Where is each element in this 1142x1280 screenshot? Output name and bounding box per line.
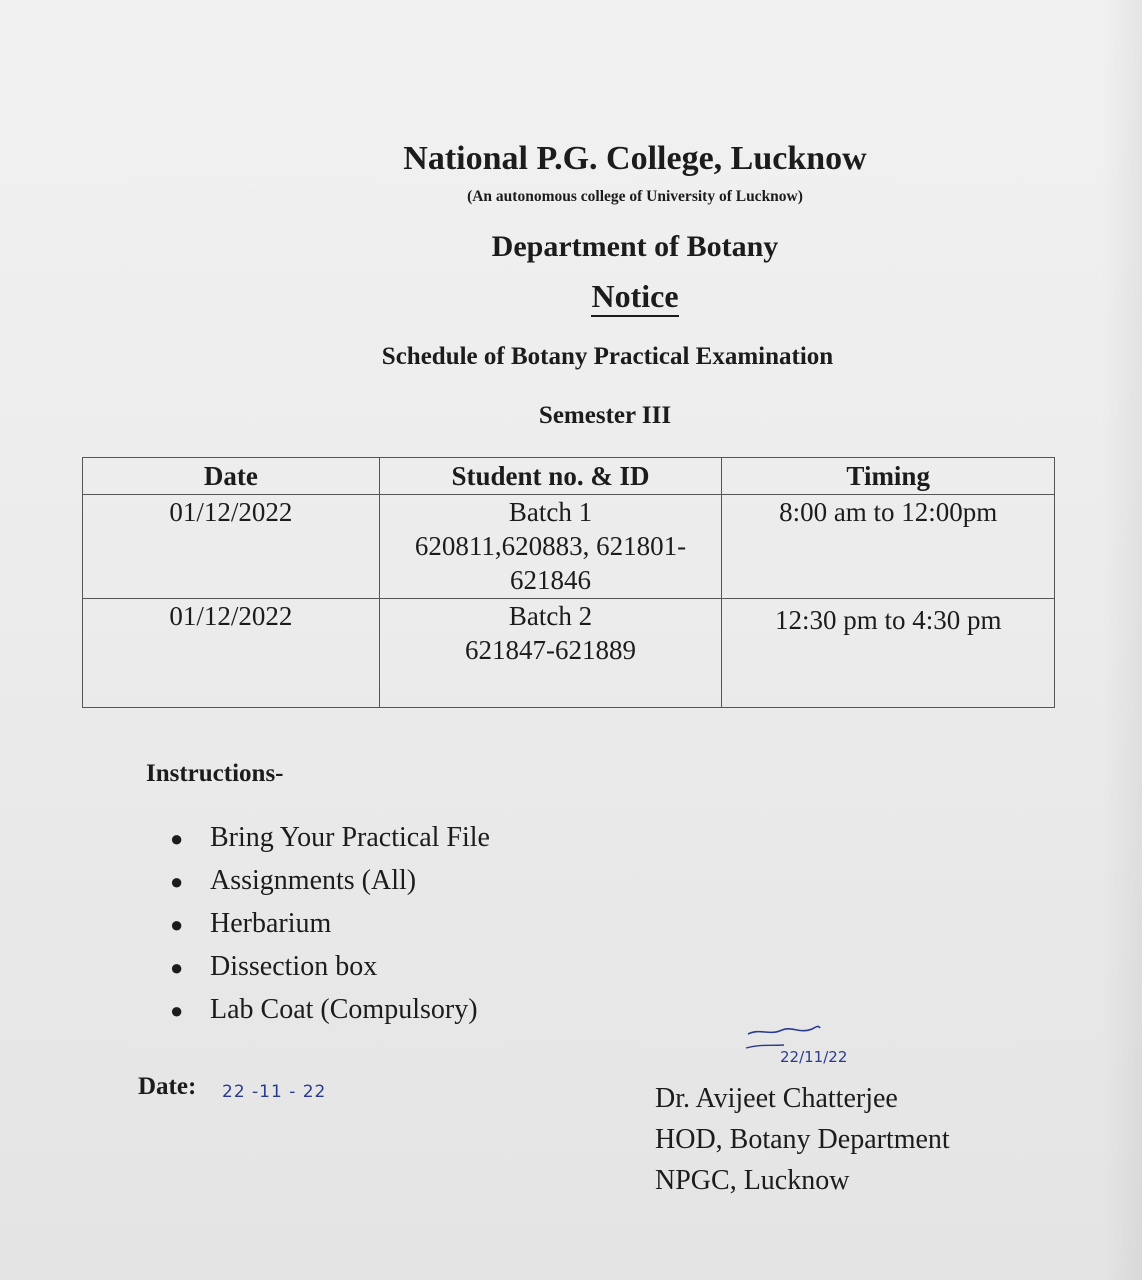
signatory-name: Dr. Avijeet Chatterjee bbox=[655, 1083, 898, 1114]
instructions-list bbox=[170, 818, 490, 1033]
signatory-org: NPGC, Lucknow bbox=[655, 1165, 850, 1196]
batch-ids-line1: 620811,620883, 621801- bbox=[414, 531, 687, 561]
semester-label: Semester III bbox=[538, 402, 672, 429]
row-timing: 8:00 am to 12:00pm bbox=[722, 495, 1055, 599]
signature-underline bbox=[746, 1045, 784, 1048]
handwritten-signature bbox=[740, 1020, 890, 1070]
college-subtitle: (An autonomous college of University of Lucknow) bbox=[467, 188, 803, 205]
row-student-ids bbox=[379, 599, 722, 708]
list-item-text: Lab Coat (Compulsory) bbox=[210, 994, 478, 1025]
batch-ids-line1: 621847-621889 bbox=[465, 635, 637, 665]
bullet-icon: ● bbox=[170, 826, 184, 851]
department-title: Department of Botany bbox=[491, 230, 779, 263]
table-row bbox=[83, 599, 1055, 708]
signature-date: 22/11/22 bbox=[780, 1048, 848, 1066]
signatory-role: HOD, Botany Department bbox=[655, 1124, 950, 1155]
row-timing: 12:30 pm to 4:30 pm bbox=[722, 599, 1055, 708]
batch-label: Batch 1 bbox=[508, 497, 593, 527]
list-item bbox=[170, 904, 490, 947]
bullet-icon: ● bbox=[170, 912, 184, 937]
list-item-text: Dissection box bbox=[210, 951, 378, 982]
signatory-block bbox=[655, 1078, 950, 1201]
table-row bbox=[83, 495, 1055, 599]
row-student-ids bbox=[379, 495, 722, 599]
list-item bbox=[170, 947, 490, 990]
schedule-table bbox=[82, 457, 1055, 708]
handwritten-date: 22 -11 - 22 bbox=[222, 1082, 327, 1102]
list-item-text: Herbarium bbox=[210, 908, 332, 939]
table-header-row bbox=[83, 458, 1055, 495]
column-header-timing: Timing bbox=[722, 458, 1055, 495]
row-date: 01/12/2022 bbox=[83, 495, 380, 599]
list-item bbox=[170, 990, 490, 1033]
schedule-title: Schedule of Botany Practical Examination bbox=[381, 343, 834, 370]
column-header-student-id: Student no. & ID bbox=[379, 458, 722, 495]
batch-label: Batch 2 bbox=[508, 601, 593, 631]
instructions-title: Instructions- bbox=[146, 760, 284, 787]
notice-heading-text: Notice bbox=[591, 278, 678, 317]
bullet-icon: ● bbox=[170, 869, 184, 894]
bullet-icon: ● bbox=[170, 955, 184, 980]
date-label: Date: bbox=[138, 1073, 197, 1100]
list-item-text: Assignments (All) bbox=[210, 865, 417, 896]
college-name: National P.G. College, Lucknow bbox=[403, 140, 867, 177]
notice-heading bbox=[90, 278, 1142, 315]
paper-shadow bbox=[1102, 0, 1142, 1280]
column-header-date: Date bbox=[83, 458, 380, 495]
list-item bbox=[170, 861, 490, 904]
list-item bbox=[170, 818, 490, 861]
bullet-icon: ● bbox=[170, 998, 184, 1023]
list-item-text: Bring Your Practical File bbox=[210, 822, 490, 853]
row-date: 01/12/2022 bbox=[83, 599, 380, 708]
signature-stroke bbox=[748, 1026, 820, 1034]
batch-ids-line2: 621846 bbox=[510, 565, 592, 595]
